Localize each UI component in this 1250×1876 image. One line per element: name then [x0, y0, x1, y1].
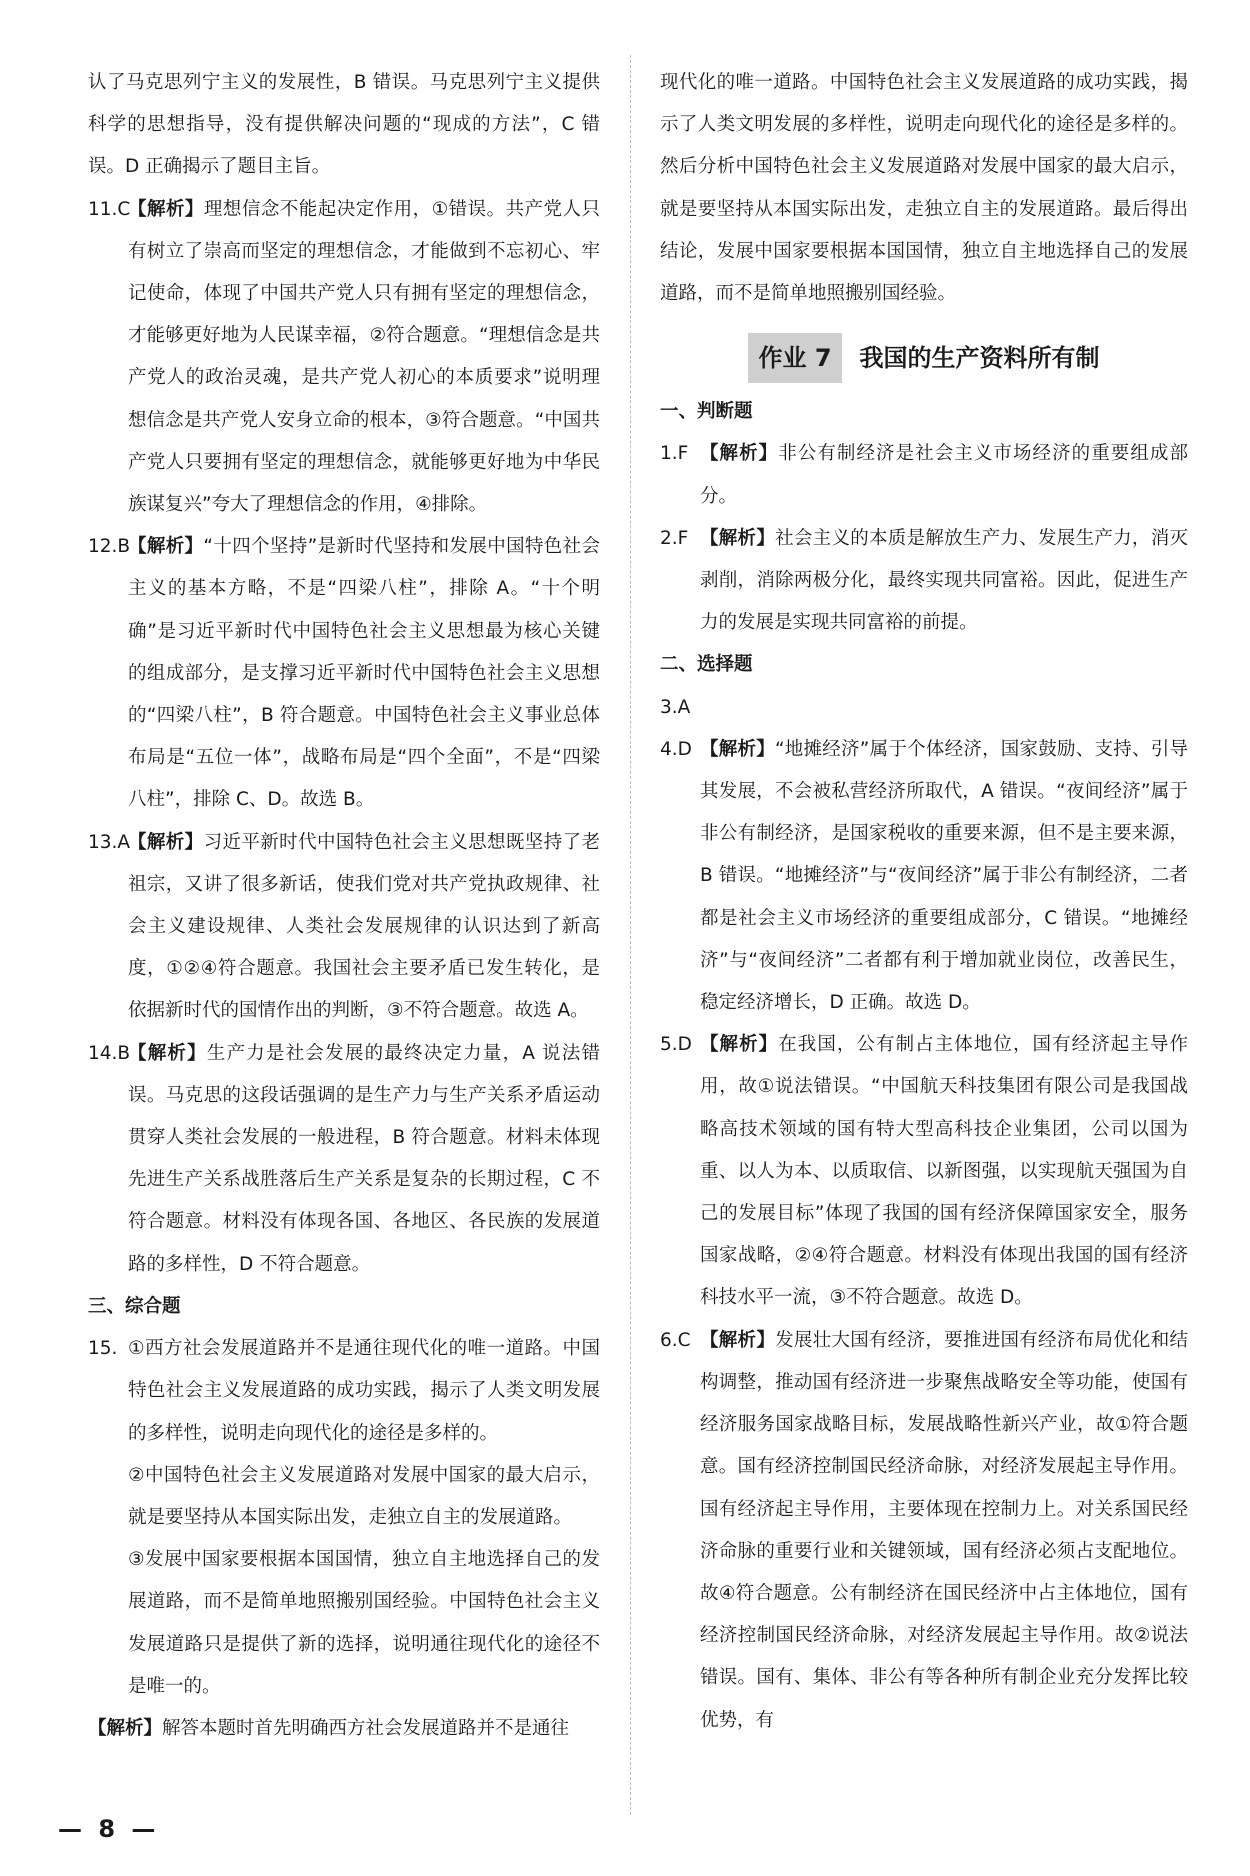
answer-point-1: ①西方社会发展道路并不是通往现代化的唯一道路。中国特色社会主义发展道路的成功实践，揭示了人类文明发展的多样性，说明走向现代化的途径是多样的。 — [128, 1338, 600, 1444]
section-heading-judgement: 一、判断题 — [660, 401, 753, 423]
question-text: “十四个坚持”是新时代坚持和发展中国特色社会主义的基本方略，不是“四梁八柱”，排除 A。“十个明确”是习近平新时代中国特色社会主义思想最为核心关键的组成部分，是支撑习近平新时代中国特色社会主义思想的“四梁八柱”，B 符合题意。中国特色社会主义事业总体布局是“五位一体”，战略布局是“四个全面”，不是“四梁八柱”，排除 C、D。故选 B。 — [128, 536, 600, 811]
question-number: 6.C — [660, 1329, 691, 1351]
question-number: 4.D — [660, 738, 692, 760]
question-text: 生产力是社会发展的最终决定力量，A 说法错误。马克思的这段话强调的是生产力与生产关系矛盾运动贯穿人类社会发展的一般进程，B 符合题意。材料未体现先进生产关系战胜落后生产关系是复杂的长期过程，C 不符合题意。材料没有体现各国、各地区、各民族的发展道路的多样性，D 不符合题意。 — [128, 1042, 600, 1275]
question-5 — [660, 1024, 1188, 1319]
right-column — [660, 62, 1188, 1742]
question-number: 3.A — [660, 696, 691, 718]
question-text: “地摊经济”属于个体经济，国家鼓励、支持、引导其发展，不会被私营经济所取代，A 错误。“夜间经济”属于非公有制经济，是国家税收的重要来源，但不是主要来源，B 错误。“地摊经济”与“夜间经济”属于非公有制经济，二者都是社会主义市场经济的重要组成部分，C 错误。“地摊经济”与“夜间经济”二者都有利于增加就业岗位，改善民生，稳定经济增长，D 正确。故选 D。 — [700, 738, 1188, 1014]
question-14 — [88, 1033, 600, 1286]
question-text: 在我国，公有制占主体地位，国有经济起主导作用，故①说法错误。“中国航天科技集团有限公司是我国战略高技术领域的国有特大型高科技企业集团，公司以国为重、以人为本、以质取信、以新图强，以实现航天强国为自己的发展目标”体现了我国的国有经济保障国家安全，服务国家战略，②④符合题意。材料没有体现出我国的国有经济科技水平一流，③不符合题意。故选 D。 — [700, 1034, 1188, 1309]
analysis-text: 解答本题时首先明确西方社会发展道路并不是通往 — [162, 1717, 570, 1739]
question-number: 14.B — [88, 1042, 131, 1064]
analysis-tag: 【解析】 — [128, 198, 204, 220]
analysis-tag: 【解析】 — [700, 1034, 779, 1056]
question-6 — [660, 1320, 1188, 1742]
question-number: 11.C — [88, 198, 131, 220]
chapter-badge: 作业 7 — [748, 333, 841, 383]
analysis-tag: 【解析】 — [128, 831, 204, 853]
q10-continuation: 认了马克思列宁主义的发展性，B 错误。马克思列宁主义提供科学的思想指导，没有提供解决问题的“现成的方法”，C 错误。D 正确揭示了题目主旨。 — [88, 72, 600, 178]
question-13 — [88, 822, 600, 1033]
analysis-tag: 【解析】 — [700, 738, 775, 760]
question-text: 发展壮大国有经济，要推进国有经济布局优化和结构调整，推动国有经济进一步聚焦战略安全等功能，使国有经济服务国家战略目标，发展战略性新兴产业，故①符合题意。国有经济控制国民经济命脉，对经济发展起主导作用。国有经济起主导作用，主要体现在控制力上。对关系国民经济命脉的重要行业和关键领域，国有经济必须占支配地位。故④符合题意。公有制经济在国民经济中占主体地位，国有经济控制国民经济命脉，对经济发展起主导作用。故②说法错误。国有、集体、非公有等各种所有制企业充分发挥比较优势，有 — [700, 1329, 1188, 1731]
q15-analysis-continuation: 现代化的唯一道路。中国特色社会主义发展道路的成功实践，揭示了人类文明发展的多样性，说明走向现代化的途径是多样的。然后分析中国特色社会主义发展道路对发展中国家的最大启示，就是要坚持从本国实际出发，走独立自主的发展道路。最后得出结论，发展中国家要根据本国国情，独立自主地选择自己的发展道路，而不是简单地照搬别国经验。 — [660, 72, 1188, 305]
chapter-title: 我国的生产资料所有制 — [859, 344, 1100, 373]
question-number: 12.B — [88, 536, 131, 558]
column-divider — [630, 55, 631, 1815]
question-text: 非公有制经济是社会主义市场经济的重要组成部分。 — [700, 443, 1188, 507]
answer-point-3: ③发展中国家要根据本国国情，独立自主地选择自己的发展道路，而不是简单地照搬别国经验。中国特色社会主义发展道路只是提供了新的选择，说明通往现代化的途径不是唯一的。 — [128, 1549, 600, 1697]
question-number: 5.D — [660, 1034, 692, 1056]
chapter-heading — [660, 333, 1188, 383]
analysis-tag: 【解析】 — [700, 1329, 776, 1351]
analysis-tag: 【解析】 — [128, 1042, 207, 1064]
analysis-tag: 【解析】 — [128, 536, 204, 558]
question-1 — [660, 433, 1188, 517]
question-number: 15. — [88, 1338, 118, 1360]
question-2 — [660, 518, 1188, 645]
q15-analysis — [88, 1708, 600, 1750]
question-text: 习近平新时代中国特色社会主义思想既坚持了老祖宗，又讲了很多新话，使我们党对共产党执政规律、社会主义建设规律、人类社会发展规律的认识达到了新高度，①②④符合题意。我国社会主要矛盾已发生转化，是依据新时代的国情作出的判断，③不符合题意。故选 A。 — [128, 831, 600, 1022]
question-3 — [660, 687, 1188, 729]
answer-point-2: ②中国特色社会主义发展道路对发展中国家的最大启示，就是要坚持从本国实际出发，走独立自主的发展道路。 — [128, 1464, 600, 1528]
left-column — [88, 62, 600, 1750]
question-text: 理想信念不能起决定作用，①错误。共产党人只有树立了崇高而坚定的理想信念，才能做到不忘初心、牢记使命，体现了中国共产党人只有拥有坚定的理想信念，才能够更好地为人民谋幸福，②符合题意。“理想信念是共产党人的政治灵魂，是共产党人初心的本质要求”说明理想信念是共产党人安身立命的根本，③符合题意。“中国共产党人只要拥有坚定的理想信念，就能够更好地为中华民族谋复兴”夸大了理想信念的作用，④排除。 — [128, 198, 600, 516]
question-15 — [88, 1328, 600, 1708]
page-number: — 8 — — [58, 1815, 160, 1843]
question-4 — [660, 729, 1188, 1024]
section-heading-comprehensive: 三、综合题 — [88, 1295, 181, 1317]
question-number: 2.F — [660, 527, 689, 549]
question-11 — [88, 189, 600, 527]
analysis-tag: 【解析】 — [700, 443, 779, 465]
question-12 — [88, 526, 600, 821]
analysis-tag: 【解析】 — [700, 527, 776, 549]
section-heading-choice: 二、选择题 — [660, 654, 753, 676]
analysis-tag: 【解析】 — [88, 1717, 163, 1739]
question-text: 社会主义的本质是解放生产力、发展生产力，消灭剥削，消除两极分化，最终实现共同富裕。因此，促进生产力的发展是实现共同富裕的前提。 — [700, 527, 1188, 634]
question-number: 1.F — [660, 443, 689, 465]
question-number: 13.A — [88, 831, 131, 853]
